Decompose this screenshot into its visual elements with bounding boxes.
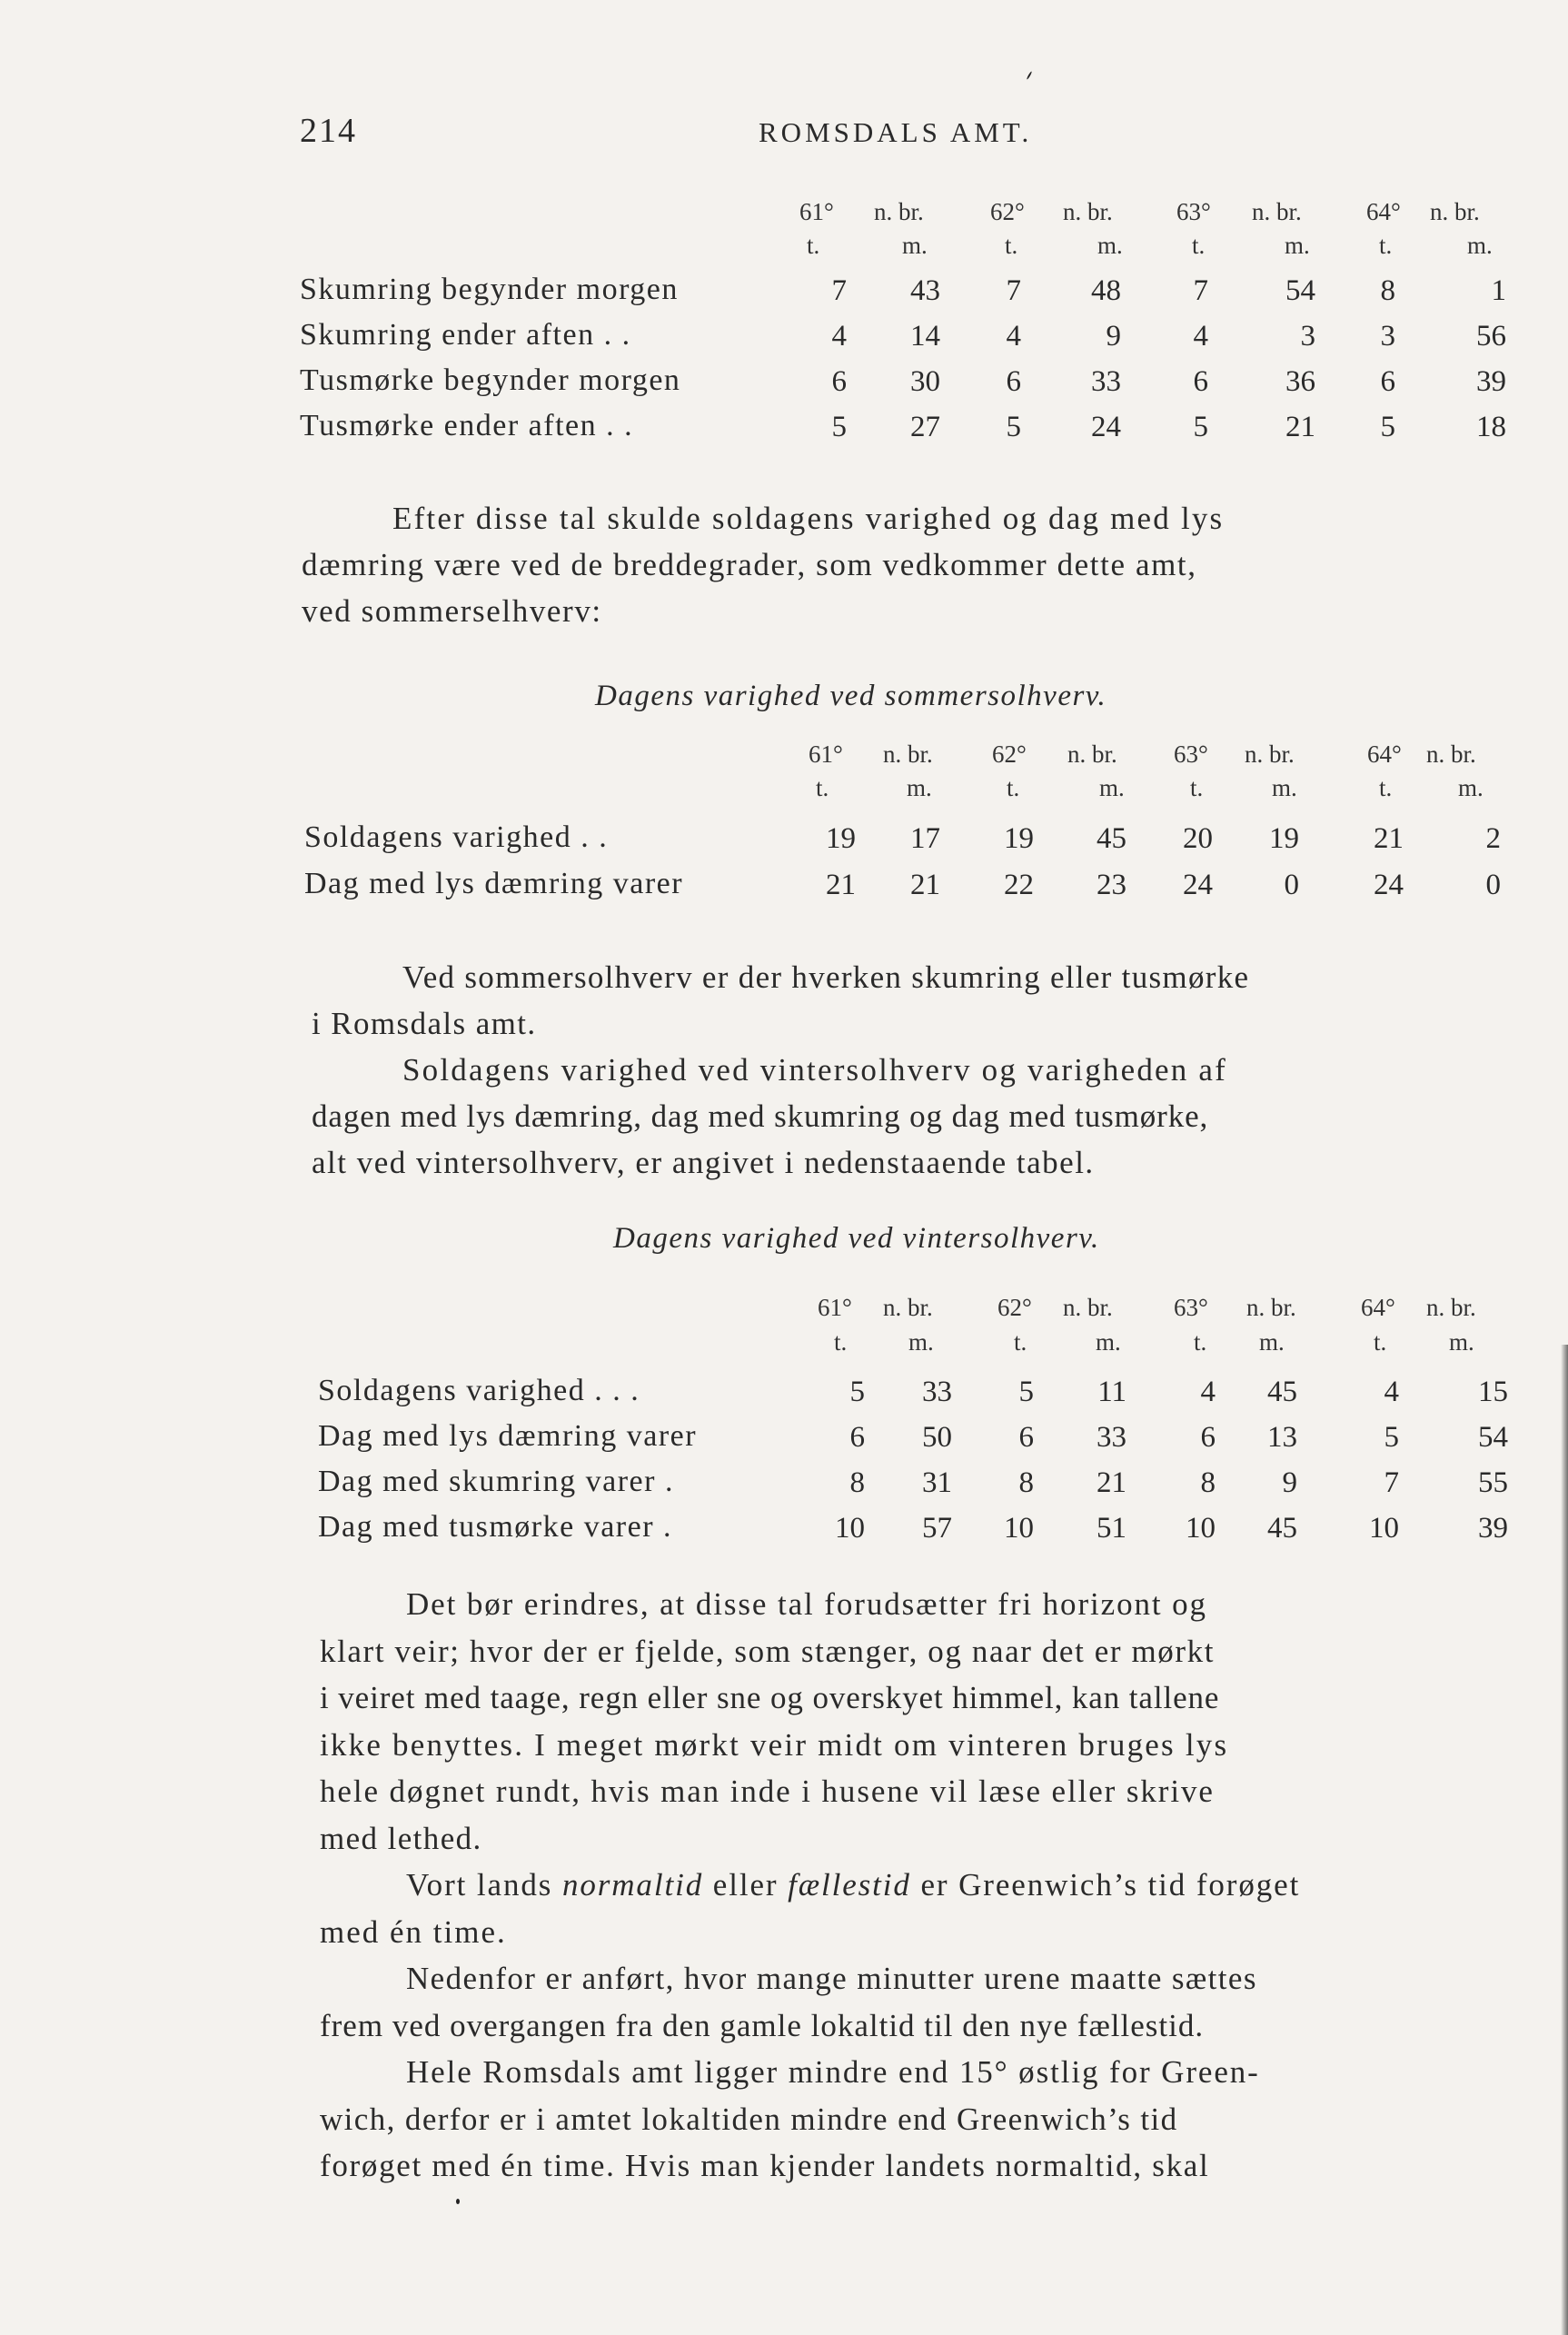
- text-line: alt ved vintersolhverv, er angivet i nedenstaaende tabel.: [312, 1145, 1095, 1180]
- table1-cell: 4: [831, 320, 847, 353]
- table3-cell: 6: [1018, 1421, 1034, 1454]
- table2-cell: 0: [1284, 869, 1299, 901]
- table2-caption: Dagens varighed ved sommersolhverv.: [595, 680, 1107, 712]
- table1-cell: 48: [1091, 274, 1121, 307]
- table1-cell: 21: [1285, 411, 1315, 443]
- table1-header-nbr-4: n. br.: [1430, 198, 1480, 225]
- table3-cell: 5: [1018, 1376, 1034, 1408]
- table2-cell: 20: [1183, 822, 1213, 855]
- table1-cell: 36: [1285, 365, 1315, 398]
- table3-cell: 9: [1282, 1466, 1297, 1499]
- table3-header-nbr-4: n. br.: [1426, 1294, 1476, 1321]
- table1-cell: 6: [1006, 365, 1021, 398]
- text-span: Vort lands: [406, 1867, 562, 1903]
- table3-cell: 10: [835, 1512, 865, 1545]
- text-line: Efter disse tal skulde soldagens varighed og dag med lys: [392, 501, 1225, 536]
- table2-cell: 23: [1097, 869, 1126, 901]
- table2-cell: 45: [1097, 822, 1126, 855]
- table1-cell: 18: [1476, 411, 1506, 443]
- table1-cell: 27: [910, 411, 940, 443]
- table1-unit: t.: [1192, 232, 1206, 259]
- table3-header-62: 62°: [997, 1294, 1032, 1321]
- ink-speck: [456, 2199, 460, 2204]
- table1-cell: 5: [1380, 411, 1395, 443]
- table2-cell: 24: [1374, 869, 1404, 901]
- table3-cell: 21: [1097, 1466, 1126, 1499]
- table2-row-label: Soldagens varighed . .: [304, 820, 609, 854]
- table2-header-nbr-1: n. br.: [883, 740, 933, 768]
- table1-cell: 7: [1193, 274, 1208, 307]
- table3-header-nbr-3: n. br.: [1246, 1294, 1296, 1321]
- table2-cell: 19: [1004, 822, 1034, 855]
- table3-cell: 10: [1369, 1512, 1399, 1545]
- text-line: ved sommerselhverv:: [302, 593, 602, 629]
- table1-cell: 4: [1006, 320, 1021, 353]
- text-line: wich, derfor er i amtet lokaltiden mindre end Greenwich’s tid: [320, 2101, 1178, 2137]
- table1-header-61: 61°: [799, 198, 834, 225]
- table2-header-61: 61°: [809, 740, 843, 768]
- table1-unit: t.: [1379, 232, 1393, 259]
- text-line: med én time.: [320, 1913, 507, 1950]
- paragraph-1: [302, 495, 1224, 634]
- table2-header-nbr-4: n. br.: [1426, 740, 1476, 768]
- paragraph-4: [320, 1862, 1300, 1955]
- table3-header-nbr-1: n. br.: [883, 1294, 933, 1321]
- table1-cell: 30: [910, 365, 940, 398]
- table3-cell: 8: [849, 1466, 865, 1499]
- text-line: Hele Romsdals amt ligger mindre end 15° østlig for Green-: [406, 2054, 1260, 2090]
- table1-cell: 8: [1380, 274, 1395, 307]
- italic-term: fællestid: [788, 1867, 911, 1903]
- table2-cell: 2: [1485, 822, 1501, 855]
- text-line: dæmring være ved de breddegrader, som vedkommer dette amt,: [302, 547, 1197, 582]
- text-span: eller: [703, 1867, 789, 1903]
- table3-cell: 55: [1478, 1466, 1508, 1499]
- table2-unit: t.: [1379, 774, 1393, 801]
- table3-unit: m.: [1449, 1328, 1474, 1356]
- table1-cell: 39: [1476, 365, 1506, 398]
- table3-cell: 4: [1384, 1376, 1399, 1408]
- table3-cell: 45: [1267, 1512, 1297, 1545]
- table1-row-label: Skumring begynder morgen: [300, 273, 679, 306]
- table3-unit: m.: [1259, 1328, 1285, 1356]
- table2-unit: t.: [1190, 774, 1204, 801]
- table3-unit: m.: [908, 1328, 934, 1356]
- page-edge-shadow: [1561, 1345, 1568, 2335]
- table3-row-label: Soldagens varighed . . .: [318, 1374, 640, 1407]
- text-line: frem ved overgangen fra den gamle lokaltid til den nye fællestid.: [320, 2007, 1205, 2043]
- table1-header-64: 64°: [1366, 198, 1401, 225]
- table3-header-61: 61°: [818, 1294, 852, 1321]
- table1-unit: m.: [1285, 232, 1310, 259]
- table3-cell: 39: [1478, 1512, 1508, 1545]
- table1-cell: 56: [1476, 320, 1506, 353]
- table1-cell: 5: [831, 411, 847, 443]
- table2-header-63: 63°: [1174, 740, 1208, 768]
- paragraph-6: [320, 2049, 1260, 2190]
- table3-cell: 10: [1186, 1512, 1216, 1545]
- table2-cell: 21: [910, 869, 940, 901]
- table3-cell: 54: [1478, 1421, 1508, 1454]
- table2-cell: 19: [826, 822, 856, 855]
- table2-cell: 19: [1269, 822, 1299, 855]
- table3-cell: 31: [922, 1466, 952, 1499]
- table1-cell: 24: [1091, 411, 1121, 443]
- text-line: dagen med lys dæmring, dag med skumring og dag med tusmørke,: [312, 1098, 1209, 1134]
- table3-cell: 5: [1384, 1421, 1399, 1454]
- table1-cell: 3: [1300, 320, 1315, 353]
- table1-cell: 9: [1106, 320, 1121, 353]
- table3-cell: 50: [922, 1421, 952, 1454]
- table3-row-label: Dag med skumring varer .: [318, 1465, 674, 1498]
- table3-header-64: 64°: [1361, 1294, 1395, 1321]
- text-line: i veiret med taage, regn eller sne og overskyet himmel, kan tallene: [320, 1680, 1220, 1715]
- table2-unit: m.: [907, 774, 932, 801]
- text-line: med lethed.: [320, 1820, 482, 1856]
- text-line: i Romsdals amt.: [312, 1006, 537, 1041]
- table1-cell: 5: [1193, 411, 1208, 443]
- table1-cell: 1: [1491, 274, 1506, 307]
- table1-row-label: Tusmørke begynder morgen: [300, 363, 681, 397]
- table3-unit: t.: [1014, 1328, 1027, 1356]
- table3-unit: t.: [1194, 1328, 1207, 1356]
- text-span: er Greenwich’s tid forøget: [910, 1867, 1301, 1903]
- table1-row-label: Tusmørke ender aften . .: [300, 409, 634, 442]
- table3-row-label: Dag med tusmørke varer .: [318, 1510, 673, 1544]
- table1-cell: 5: [1006, 411, 1021, 443]
- text-line: ikke benyttes. I meget mørkt veir midt om vinteren bruges lys: [320, 1726, 1229, 1763]
- table3-cell: 33: [922, 1376, 952, 1408]
- italic-term: normaltid: [561, 1867, 704, 1903]
- page-number: 214: [300, 112, 357, 150]
- text-line: Det bør erindres, at disse tal forudsætter fri horizont og: [406, 1586, 1207, 1622]
- text-line: hele døgnet rundt, hvis man inde i husene vil læse eller skrive: [320, 1774, 1215, 1809]
- table2-header-62: 62°: [992, 740, 1027, 768]
- table3-cell: 8: [1018, 1466, 1034, 1499]
- table1-row-label: Skumring ender aften . .: [300, 318, 631, 352]
- table3-cell: 8: [1200, 1466, 1216, 1499]
- table1-header-nbr-2: n. br.: [1063, 198, 1113, 225]
- table1-cell: 14: [910, 320, 940, 353]
- table3-cell: 6: [1200, 1421, 1216, 1454]
- table1-cell: 3: [1380, 320, 1395, 353]
- text-line: [320, 1862, 1300, 1909]
- table1-unit: m.: [1467, 232, 1493, 259]
- table2-header-nbr-3: n. br.: [1245, 740, 1295, 768]
- table2-cell: 0: [1485, 869, 1501, 901]
- table2-cell: 24: [1183, 869, 1213, 901]
- table2-cell: 22: [1004, 869, 1034, 901]
- table3-cell: 4: [1200, 1376, 1216, 1408]
- table1-cell: 6: [1193, 365, 1208, 398]
- table1-header-63: 63°: [1176, 198, 1211, 225]
- table2-unit: t.: [1007, 774, 1020, 801]
- table3-cell: 57: [922, 1512, 952, 1545]
- table1-unit: m.: [902, 232, 928, 259]
- table3-unit: m.: [1096, 1328, 1121, 1356]
- table3-unit: t.: [1374, 1328, 1387, 1356]
- table1-unit: t.: [807, 232, 820, 259]
- table3-row-label: Dag med lys dæmring varer: [318, 1419, 698, 1453]
- text-line: klart veir; hvor der er fjelde, som stænger, og naar det er mørkt: [320, 1633, 1216, 1669]
- table3-cell: 33: [1097, 1421, 1126, 1454]
- table3-header-63: 63°: [1174, 1294, 1208, 1321]
- table1-unit: t.: [1005, 232, 1018, 259]
- text-line: forøget med én time. Hvis man kjender landets normaltid, skal: [320, 2148, 1210, 2183]
- ink-speck: [1027, 71, 1033, 80]
- table2-unit: m.: [1458, 774, 1484, 801]
- table1-cell: 6: [831, 365, 847, 398]
- paragraph-3: [320, 1581, 1228, 1862]
- table2-unit: m.: [1272, 774, 1297, 801]
- table2-header-nbr-2: n. br.: [1067, 740, 1117, 768]
- table3-cell: 13: [1267, 1421, 1297, 1454]
- table1-cell: 33: [1091, 365, 1121, 398]
- table2-unit: t.: [816, 774, 829, 801]
- text-line: Ved sommersolhverv er der hverken skumring eller tusmørke: [402, 959, 1250, 995]
- table3-cell: 5: [849, 1376, 865, 1408]
- table1-cell: 7: [1006, 274, 1021, 307]
- table1-cell: 54: [1285, 274, 1315, 307]
- table3-cell: 7: [1384, 1466, 1399, 1499]
- table3-cell: 11: [1097, 1376, 1126, 1408]
- table3-cell: 10: [1004, 1512, 1034, 1545]
- text-line: Soldagens varighed ved vintersolhverv og varigheden af: [402, 1052, 1228, 1088]
- table2-unit: m.: [1099, 774, 1125, 801]
- table1-cell: 7: [831, 274, 847, 307]
- table2-cell: 21: [826, 869, 856, 901]
- table3-unit: t.: [834, 1328, 848, 1356]
- table3-cell: 6: [849, 1421, 865, 1454]
- table3-cell: 15: [1478, 1376, 1508, 1408]
- paragraph-2: [312, 954, 1249, 1186]
- table1-cell: 43: [910, 274, 940, 307]
- table3-cell: 51: [1097, 1512, 1126, 1545]
- table1-header-62: 62°: [990, 198, 1025, 225]
- text-line: Nedenfor er anført, hvor mange minutter urene maatte sættes: [406, 1961, 1257, 1996]
- table3-cell: 45: [1267, 1376, 1297, 1408]
- table1-header-nbr-1: n. br.: [874, 198, 924, 225]
- table3-caption: Dagens varighed ved vintersolhverv.: [613, 1222, 1100, 1255]
- table2-cell: 21: [1374, 822, 1404, 855]
- table3-header-nbr-2: n. br.: [1063, 1294, 1113, 1321]
- table1-unit: m.: [1097, 232, 1123, 259]
- table1-cell: 6: [1380, 365, 1395, 398]
- running-title: ROMSDALS AMT.: [759, 116, 1033, 148]
- table1-header-nbr-3: n. br.: [1252, 198, 1302, 225]
- table1-cell: 4: [1193, 320, 1208, 353]
- table2-cell: 17: [910, 822, 940, 855]
- paragraph-5: [320, 1955, 1257, 2049]
- table2-row-label: Dag med lys dæmring varer: [304, 867, 684, 900]
- table2-header-64: 64°: [1367, 740, 1402, 768]
